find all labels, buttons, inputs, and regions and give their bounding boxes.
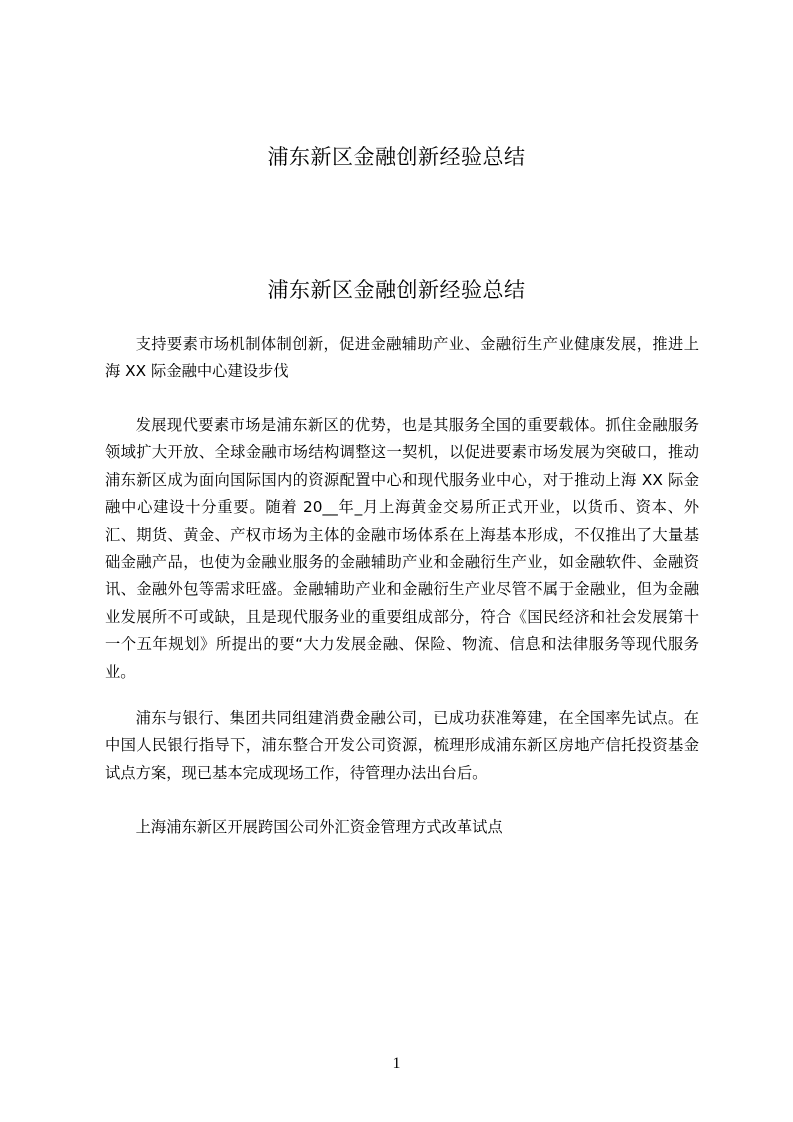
document-header-title: 浦东新区金融创新经验总结 — [267, 145, 526, 169]
paragraph-1: 支持要素市场机制体制创新，促进金融辅助产业、金融衍生产业健康发展，推进上海 XX 际金融中心建设步伐 — [105, 335, 699, 381]
paragraph-3: 浦东与银行、集团共同组建消费金融公司，已成功获准筹建，在全国率先试点。在中国人民银行指导下，浦东整合开发公司资源，梳理形成浦东新区房地产信托投资基金试点方案，现已基本完成现场工作，待管理办法出台后。 — [105, 709, 699, 782]
page-number: 1 — [392, 1055, 401, 1072]
document-main-title: 浦东新区金融创新经验总结 — [267, 278, 526, 302]
paragraph-4: 上海浦东新区开展跨国公司外汇资金管理方式改革试点 — [135, 818, 503, 836]
paragraph-2: 发展现代要素市场是浦东新区的优势，也是其服务全国的重要载体。抓住金融服务领域扩大开放、全球金融市场结构调整这一契机，以促进要素市场发展为突破口，推动浦东新区成为面向国际国内的资源配置中心和现代服务业中心，对于推动上海 XX 际金融中心建设十分重要。随着 20__年_月上海黄金交易所正式开业，以货币、资本、外汇、期货、黄金、产权市场为主体的金融市场体系在上海基本形成，不仅推出了大量基础金融产品，也使为金融业服务的金融辅助产业和金融衍生产业，如金融软件、金融资讯、金融外包等需求旺盛。金融辅助产业和金融衍生产业尽管不属于金融业，但为金融业发展所不可或缺，且是现代服务业的重要组成部分，符合《国民经济和社会发展第十一个五年规划》所提出的要“大力发展金融、保险、物流、信息和法律服务等现代服务业。 — [105, 416, 699, 681]
